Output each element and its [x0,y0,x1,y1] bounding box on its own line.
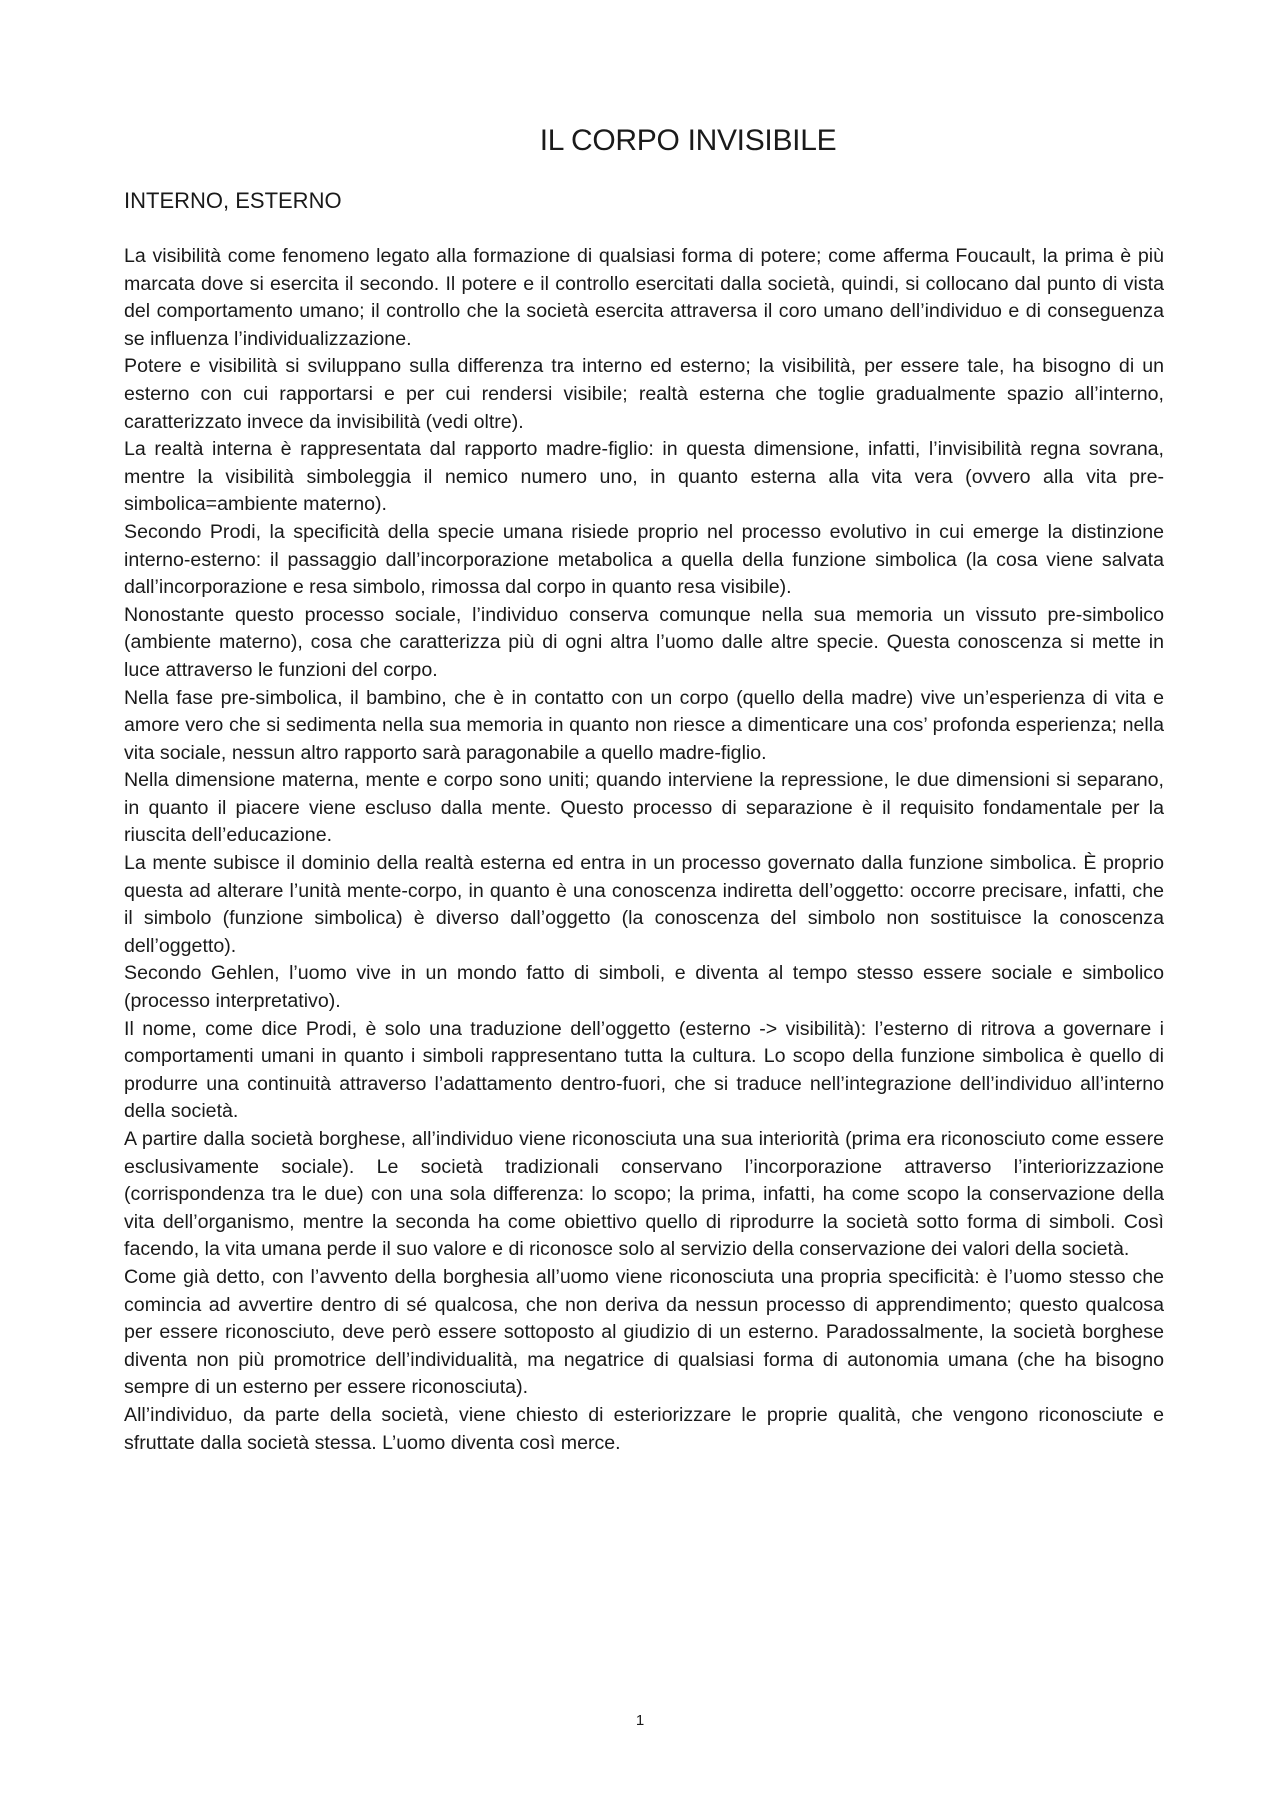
paragraph: Nella fase pre-simbolica, il bambino, che è in contatto con un corpo (quello della madre) vive un’esperienza di vita e amore vero che si sedimenta nella sua memoria in quanto non riesce a dimenticare una cos’ profonda esperienza; nella vita sociale, nessun altro rapporto sarà paragonabile a quello madre-figlio. [124,686,1164,764]
document-title: IL CORPO INVISIBILE [539,124,837,157]
body-text [124,243,1164,1457]
paragraph: La mente subisce il dominio della realtà esterna ed entra in un processo governato dalla funzione simbolica. È proprio questa ad alterare l’unità mente-corpo, in quanto è una conoscenza indiretta dell’oggetto: occorre precisare, infatti, che il simbolo (funzione simbolica) è diverso dall’oggetto (la conoscenza del simbolo non sostituisce la conoscenza dell’oggetto). [124,852,1164,957]
paragraph: Nonostante questo processo sociale, l’individuo conserva comunque nella sua memoria un vissuto pre-simbolico (ambiente materno), cosa che caratterizza più di ogni altra l’uomo dalle altre specie. Questa conoscenza si mette in luce attraverso le funzioni del corpo. [124,603,1164,681]
paragraph: Secondo Prodi, la specificità della specie umana risiede proprio nel processo evolutivo in cui emerge la distinzione interno-esterno: il passaggio dall’incorporazione metabolica a quella della funzione simbolica (la cosa viene salvata dall’incorporazione e resa simbolo, rimossa dal corpo in quanto resa visibile). [124,520,1164,599]
paragraph: Nella dimensione materna, mente e corpo sono uniti; quando interviene la repressione, le due dimensioni si separano, in quanto il piacere viene escluso dalla mente. Questo processo di separazione è il requisito fondamentale per la riuscita dell’educazione. [124,769,1164,847]
paragraph: Secondo Gehlen, l’uomo vive in un mondo fatto di simboli, e diventa al tempo stesso essere sociale e simbolico (processo interpretativo). [124,962,1164,1013]
paragraph: A partire dalla società borghese, all’individuo viene riconosciuta una sua interiorità (prima era riconosciuto come essere esclusivamente sociale). Le società tradizionali conservano l’incorporazione attraverso l’interiorizzazione (corrispondenza tra le due) con una sola differenza: lo scopo; la prima, infatti, ha come scopo la conservazione della vita dell’organismo, mentre la seconda ha come obiettivo quello di riprodurre la società sotto forma di simboli. Così facendo, la vita umana perde il suo valore e di riconosce solo al servizio della conservazione dei valori della società. [124,1128,1164,1261]
paragraph: Potere e visibilità si sviluppano sulla differenza tra interno ed esterno; la visibilità, per essere tale, ha bisogno di un esterno con cui rapportarsi e per cui rendersi visibile; realtà esterna che toglie gradualmente spazio all’interno, caratterizzato invece da invisibilità (vedi oltre). [124,355,1164,433]
section-heading: INTERNO, ESTERNO [124,188,342,213]
paragraph: All’individuo, da parte della società, viene chiesto di esteriorizzare le proprie qualità, che vengono riconosciute e sfruttate dalla società stessa. L’uomo diventa così merce. [124,1403,1164,1454]
paragraph: La visibilità come fenomeno legato alla formazione di qualsiasi forma di potere; come afferma Foucault, la prima è più marcata dove si esercita il secondo. Il potere e il controllo esercitati dalla società, quindi, si collocano dal punto di vista del comportamento umano; il controllo che la società esercita attraversa il coro umano dell’individuo e di conseguenza se influenza l’individualizzazione. [124,245,1164,350]
paragraph: Il nome, come dice Prodi, è solo una traduzione dell’oggetto (esterno -> visibilità): l’esterno di ritrova a governare i comportamenti umani in quanto i simboli rappresentano tutta la cultura. Lo scopo della funzione simbolica è quello di produrre una continuità attraverso l’adattamento dentro-fuori, che si traduce nell’integrazione dell’individuo all’interno della società. [124,1017,1164,1123]
paragraph: Come già detto, con l’avvento della borghesia all’uomo viene riconosciuta una propria specificità: è l’uomo stesso che comincia ad avvertire dentro di sé qualcosa, che non deriva da nessun processo di apprendimento; questo qualcosa per essere riconosciuto, deve però essere sottoposto al giudizio di un esterno. Paradossalmente, la società borghese diventa non più promotrice dell’individualità, ma negatrice di qualsiasi forma di autonomia umana (che ha bisogno sempre di un esterno per essere riconosciuta). [124,1265,1164,1399]
page-number: 1 [635,1712,645,1729]
paragraph: La realtà interna è rappresentata dal rapporto madre-figlio: in questa dimensione, infatti, l’invisibilità regna sovrana, mentre la visibilità simboleggia il nemico numero uno, in quanto esterna alla vita vera (ovvero alla vita pre-simbolica=ambiente materno). [124,438,1164,516]
